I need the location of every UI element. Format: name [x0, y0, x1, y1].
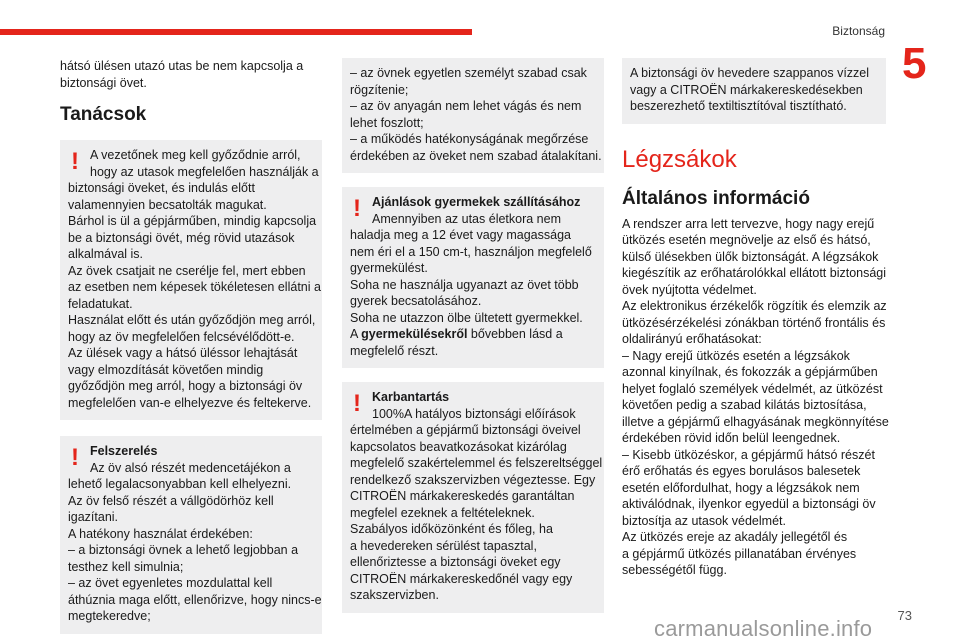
text-line: gyermekülést. — [350, 261, 428, 275]
text-line: illetve a gépjármű elhagyásának megkönnyítése — [622, 414, 889, 429]
chapter-number: 5 — [902, 39, 927, 88]
text-line: feladatukat. — [68, 296, 133, 311]
text-line: érő erőhatás és egyes borulásos balesetek — [622, 464, 861, 478]
text-line: gyerek becsatolásához. — [350, 294, 482, 308]
text-line: A vezetőnek meg kell győződnie arról, — [90, 148, 301, 162]
watermark: carmanualsonline.info — [654, 616, 873, 641]
intro-paragraph — [60, 58, 322, 91]
text-line: értelmében a gépjármű biztonsági öveivel — [350, 423, 581, 437]
warning-box-child-transport — [342, 187, 604, 368]
text-line: érdekében rövid időn belül leengednek. — [622, 431, 841, 445]
text-line: A rendszer arra lett tervezve, hogy nagy erejű — [622, 216, 875, 231]
text-line: aktiválódnak, ilyenkor egyedül a biztonsági öv — [622, 497, 876, 511]
page-number: 73 — [897, 608, 912, 623]
text-line: azonnal kinyílnak, és fokozzák a gépjárműben — [622, 365, 878, 379]
text-line: nem éri el a 150 cm-t, használjon megfelelő — [350, 244, 592, 259]
text-line: ütközésérzékelési zónákban történő frontális és — [622, 315, 886, 330]
text-line: be a biztonsági övét, még rövid utazások — [68, 230, 295, 245]
warning-title: Karbantartás — [372, 390, 450, 404]
warning-exclamation-icon: ! — [71, 148, 79, 175]
column-1 — [60, 58, 322, 634]
text-line: biztosítja az utasok védelmét. — [622, 513, 786, 528]
fitting-continuation-box — [342, 58, 604, 173]
text-line: Az övek csatjait ne cserélje fel, mert ebben — [68, 263, 306, 278]
warning-first-lines — [350, 211, 596, 228]
text-line: övek nyújtotta védelmet. — [622, 282, 757, 297]
text-line: Az ütközés ereje az akadály jellegétől és — [622, 530, 848, 544]
general-info-heading: Általános információ — [622, 187, 810, 209]
text-line: kapcsolatos beavatkozásokat kizárólag — [350, 439, 567, 454]
airbags-body-text — [622, 216, 889, 579]
column-3 — [622, 58, 889, 579]
text-line: hogy az utasok megfelelően használják a — [90, 164, 319, 179]
text-line: a gépjármű ütközés pillanatában érvényes — [622, 546, 857, 561]
text-line: Soha ne használja ugyanazt az övet több — [350, 277, 579, 292]
text-line: kiegészítik az erőhatárolókkal ellátott biztonsági — [622, 266, 887, 280]
text-line: A hatékony használat érdekében: — [68, 526, 253, 541]
cleaning-info-box — [622, 58, 886, 124]
text-line: A biztonsági öv hevedere szappanos vízzel — [630, 66, 870, 80]
text-line: Az öv felső részét a vállgödörhöz kell — [68, 493, 274, 508]
warning-first-lines — [350, 406, 596, 423]
warning-first-lines — [68, 460, 314, 477]
text-line: igazítani. — [68, 510, 119, 524]
text-line: Bárhol is ül a gépjárműben, mindig kapcsolja — [68, 214, 317, 228]
text-line: testhez kell simulnia; — [68, 559, 184, 574]
text-line: oldalirányú erőhatásokat: — [622, 332, 762, 346]
section-title: Biztonság — [832, 24, 885, 38]
text-line: megfelelően van-e elhelyezve és feltekerve. — [68, 395, 312, 410]
text-line: érdekében az öveket nem szabad átalakítani. — [350, 148, 602, 163]
text-line: ellenőriztesse a biztonsági öveket egy — [350, 555, 561, 569]
text-line: rögzítenie; — [350, 82, 409, 97]
text-line: hátsó ülésen utazó utas be nem kapcsolja a — [60, 59, 304, 73]
text-line: – Nagy erejű ütközés esetén a légzsákok — [622, 348, 850, 363]
text-line: vagy a CITROËN márkakereskedésekben — [630, 82, 863, 97]
text-line: a hevedereken sérülést tapasztal, — [350, 538, 537, 553]
column-2 — [342, 58, 604, 613]
child-seats-reference: A gyermekülésekről bővebben lásd a — [350, 327, 563, 341]
header-accent-bar — [0, 29, 472, 35]
warning-title: Ajánlások gyermekek szállításához — [372, 195, 581, 209]
warning-box-seatbelt-use — [60, 140, 322, 420]
text-line: – a működés hatékonyságának megőrzése — [350, 132, 589, 146]
text-line: beszerezhető textiltisztítóval tisztítható. — [630, 99, 847, 113]
text-line: rendelkező szakszervizben végeztesse. Egy — [350, 472, 596, 487]
text-line: alkalmával is. — [68, 247, 144, 261]
warning-title: Felszerelés — [90, 444, 158, 458]
text-line: Az öv alsó részét medencetájékon a — [90, 460, 291, 475]
text-line: megtekeredve; — [68, 609, 151, 623]
text-line: – Kisebb ütközéskor, a gépjármű hátsó részét — [622, 447, 875, 462]
text-line: hogy az öv megfelelően felcsévélődött-e. — [68, 329, 295, 344]
child-seats-link[interactable]: gyermekülésekről — [361, 327, 468, 341]
child-seats-reference-end: megfelelő részt. — [350, 343, 439, 358]
text-line: Szabályos időközönként és főleg, ha — [350, 522, 553, 536]
text-line: áthúznia maga előtt, ellenőrizve, hogy nincs-e — [68, 592, 322, 607]
text-line: Amennyiben az utas életkora nem — [372, 211, 561, 226]
warning-body — [68, 180, 321, 411]
warning-exclamation-icon: ! — [71, 444, 79, 471]
text-line: CITROËN márkakereskedőnél vagy egy — [350, 571, 573, 586]
text-line: Használat előtt és után győződjön meg arról, — [68, 313, 316, 327]
text-line: biztonsági öveket, és indulás előtt — [68, 181, 255, 195]
text-line: biztonsági övet. — [60, 75, 147, 90]
text-line: az esetben nem képesek tökéletesen ellátni a — [68, 280, 321, 294]
warning-body — [350, 227, 596, 326]
text-line: szakszervizben. — [350, 588, 439, 602]
text-line: sebességétől függ. — [622, 563, 727, 577]
text-line: – az övet egyenletes mozdulattal kell — [68, 576, 273, 590]
text-line: haladja meg a 12 évet vagy magassága — [350, 228, 571, 242]
text-line: esetén előfordulhat, hogy a légzsákok nem — [622, 480, 860, 495]
text-line: – a biztonsági övnek a lehető legjobban a — [68, 543, 299, 557]
text-line: helyet foglaló személyek védelmét, az ütközést — [622, 381, 883, 396]
warning-body — [68, 476, 322, 625]
text-line: – az övnek egyetlen személyt szabad csak — [350, 66, 587, 80]
warning-box-fitting — [60, 436, 322, 634]
text-line: CITROËN márkakereskedés garantáltan — [350, 489, 575, 503]
warning-exclamation-icon: ! — [353, 195, 361, 222]
section-heading-tips: Tanácsok — [60, 104, 147, 125]
text-line: ütközés esetén megnövelje az első és hátsó, — [622, 233, 871, 247]
text-line: – az öv anyagán nem lehet vágás és nem — [350, 99, 582, 113]
text-line: megfelelő szakértelemmel és felszereltséggel — [350, 456, 603, 470]
text-line: megfelel ezeknek a feltételeknek. — [350, 505, 535, 520]
text-line: győződjön meg arról, hogy a biztonsági öv — [68, 379, 303, 393]
text-line: 100%A hatályos biztonsági előírások — [372, 406, 576, 421]
text-line: Soha ne utazzon ölbe ültetett gyermekkel. — [350, 310, 583, 325]
text-line: követően pedig a szabad kilátás biztosítása, — [622, 398, 867, 412]
warning-first-lines — [68, 147, 319, 180]
warning-exclamation-icon: ! — [353, 390, 361, 417]
text-line: valamennyien becsatolták magukat. — [68, 197, 267, 212]
text-line: Az elektronikus érzékelők rögzítik és elemzik az — [622, 299, 887, 313]
text-line: lehető legalacsonyabban kell elhelyezni. — [68, 477, 292, 491]
warning-box-maintenance — [342, 382, 604, 613]
text-line: Az ülések vagy a hátsó üléssor lehajtását — [68, 346, 298, 360]
text-line: lehet foszlott; — [350, 115, 424, 130]
airbags-heading: Légzsákok — [622, 145, 737, 173]
warning-body — [350, 422, 603, 604]
text-line: vagy elmozdítását követően mindig — [68, 362, 264, 377]
text-line: külső ülésekben ülők biztonságát. A légzsákok — [622, 249, 879, 264]
